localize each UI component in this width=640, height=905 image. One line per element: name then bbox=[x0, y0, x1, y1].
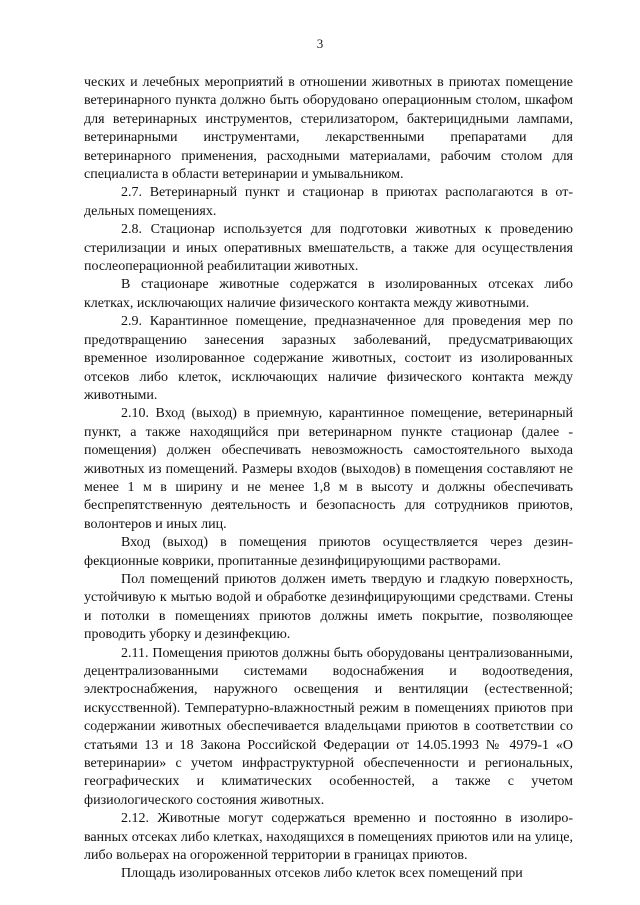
paragraph-2-12: 2.12. Животные могут содержаться временно и постоянно в изолированных отсеках либо клетках, находящихся в помещениях приютов или на улице, либо вольерах на огороженной территории в границах приютов. bbox=[84, 811, 573, 864]
page-number: 3 bbox=[316, 36, 324, 51]
paragraph-2-9: 2.9. Карантинное помещение, предназначенное для проведения мер по предотвращению занесения заразных заболеваний, предусматривающих временное изолированное содержание животных, состоит из изолированных отсеков либо клеток, исключающих наличие физического контакта между животными. bbox=[84, 314, 573, 403]
paragraph-2-12-area: Площадь изолированных отсеков либо клеток всех помещений при bbox=[121, 866, 523, 882]
paragraph-2-8-stationary: В стационаре животные содержатся в изолированных отсеках либо клетках, исключающих наличие физического контакта между животными. bbox=[84, 277, 573, 311]
paragraph-continuation: ческих и лечебных мероприятий в отношении животных в приютах помещение ветеринарного пункта должно быть оборудовано операционным столом, шкафом для ветеринарных инструментов, стерилизатором, бактерицидными лампами, ветеринарными инструментами, лекарственными препаратами для ветеринарного применения, расходными материалами, рабочим столом для специалиста в области ветеринарии и умывальником. bbox=[84, 75, 573, 183]
paragraph-2-10: 2.10. Вход (выход) в приемную, карантинное помещение, ветеринарный пункт, а также находящийся при ветеринарном пункте стационар (далее - помещения) должен обеспечивать невозможность самостоятельного выхода животных из помещений. Размеры входов (выходов) в помещения составляют не менее 1 м в ширину и не менее 1,8 м в высоту и должны обеспечивать беспрепятственную деятельность и безопасность для сотрудников приютов, волонтеров и иных лиц. bbox=[84, 406, 573, 532]
paragraph-2-11: 2.11. Помещения приютов должны быть оборудованы централизованными, децентрализованными системами водоснабжения и водоотведения, электроснабжения, наружного освещения и вентиляции (естественной; искусственной). Температурно-влажностный режим в помещениях приютов при содержании животных обеспечивается владельцами приютов в соответствии со статьями 13 и 18 Закона Российской Федерации от 14.05.1993 № 4979-1 «О ветеринарии» с учетом инфраструктурной обеспеченности и региональных, географических и климатических особенностей, а также с учетом физиологического состояния животных. bbox=[84, 645, 573, 808]
document-body bbox=[84, 74, 573, 884]
paragraph-2-7: 2.7. Ветеринарный пункт и стационар в приютах располагаются в отдельных помещениях. bbox=[84, 185, 573, 219]
paragraph-2-10-entrance: Вход (выход) в помещения приютов осуществляется через дезинфекционные коврики, пропитанные дезинфицирующими растворами. bbox=[84, 535, 573, 569]
paragraph-2-8: 2.8. Стационар используется для подготовки животных к проведению стерилизации и иных оперативных вмешательств, а также для осуществления послеоперационной реабилитации животных. bbox=[84, 222, 573, 275]
paragraph-2-10-floor: Пол помещений приютов должен иметь твердую и гладкую поверхность, устойчивую к мытью водой и обработке дезинфицирующими средствами. Стены и потолки в помещениях приютов должны иметь покрытие, позволяющее проводить уборку и дезинфекцию. bbox=[84, 571, 573, 643]
